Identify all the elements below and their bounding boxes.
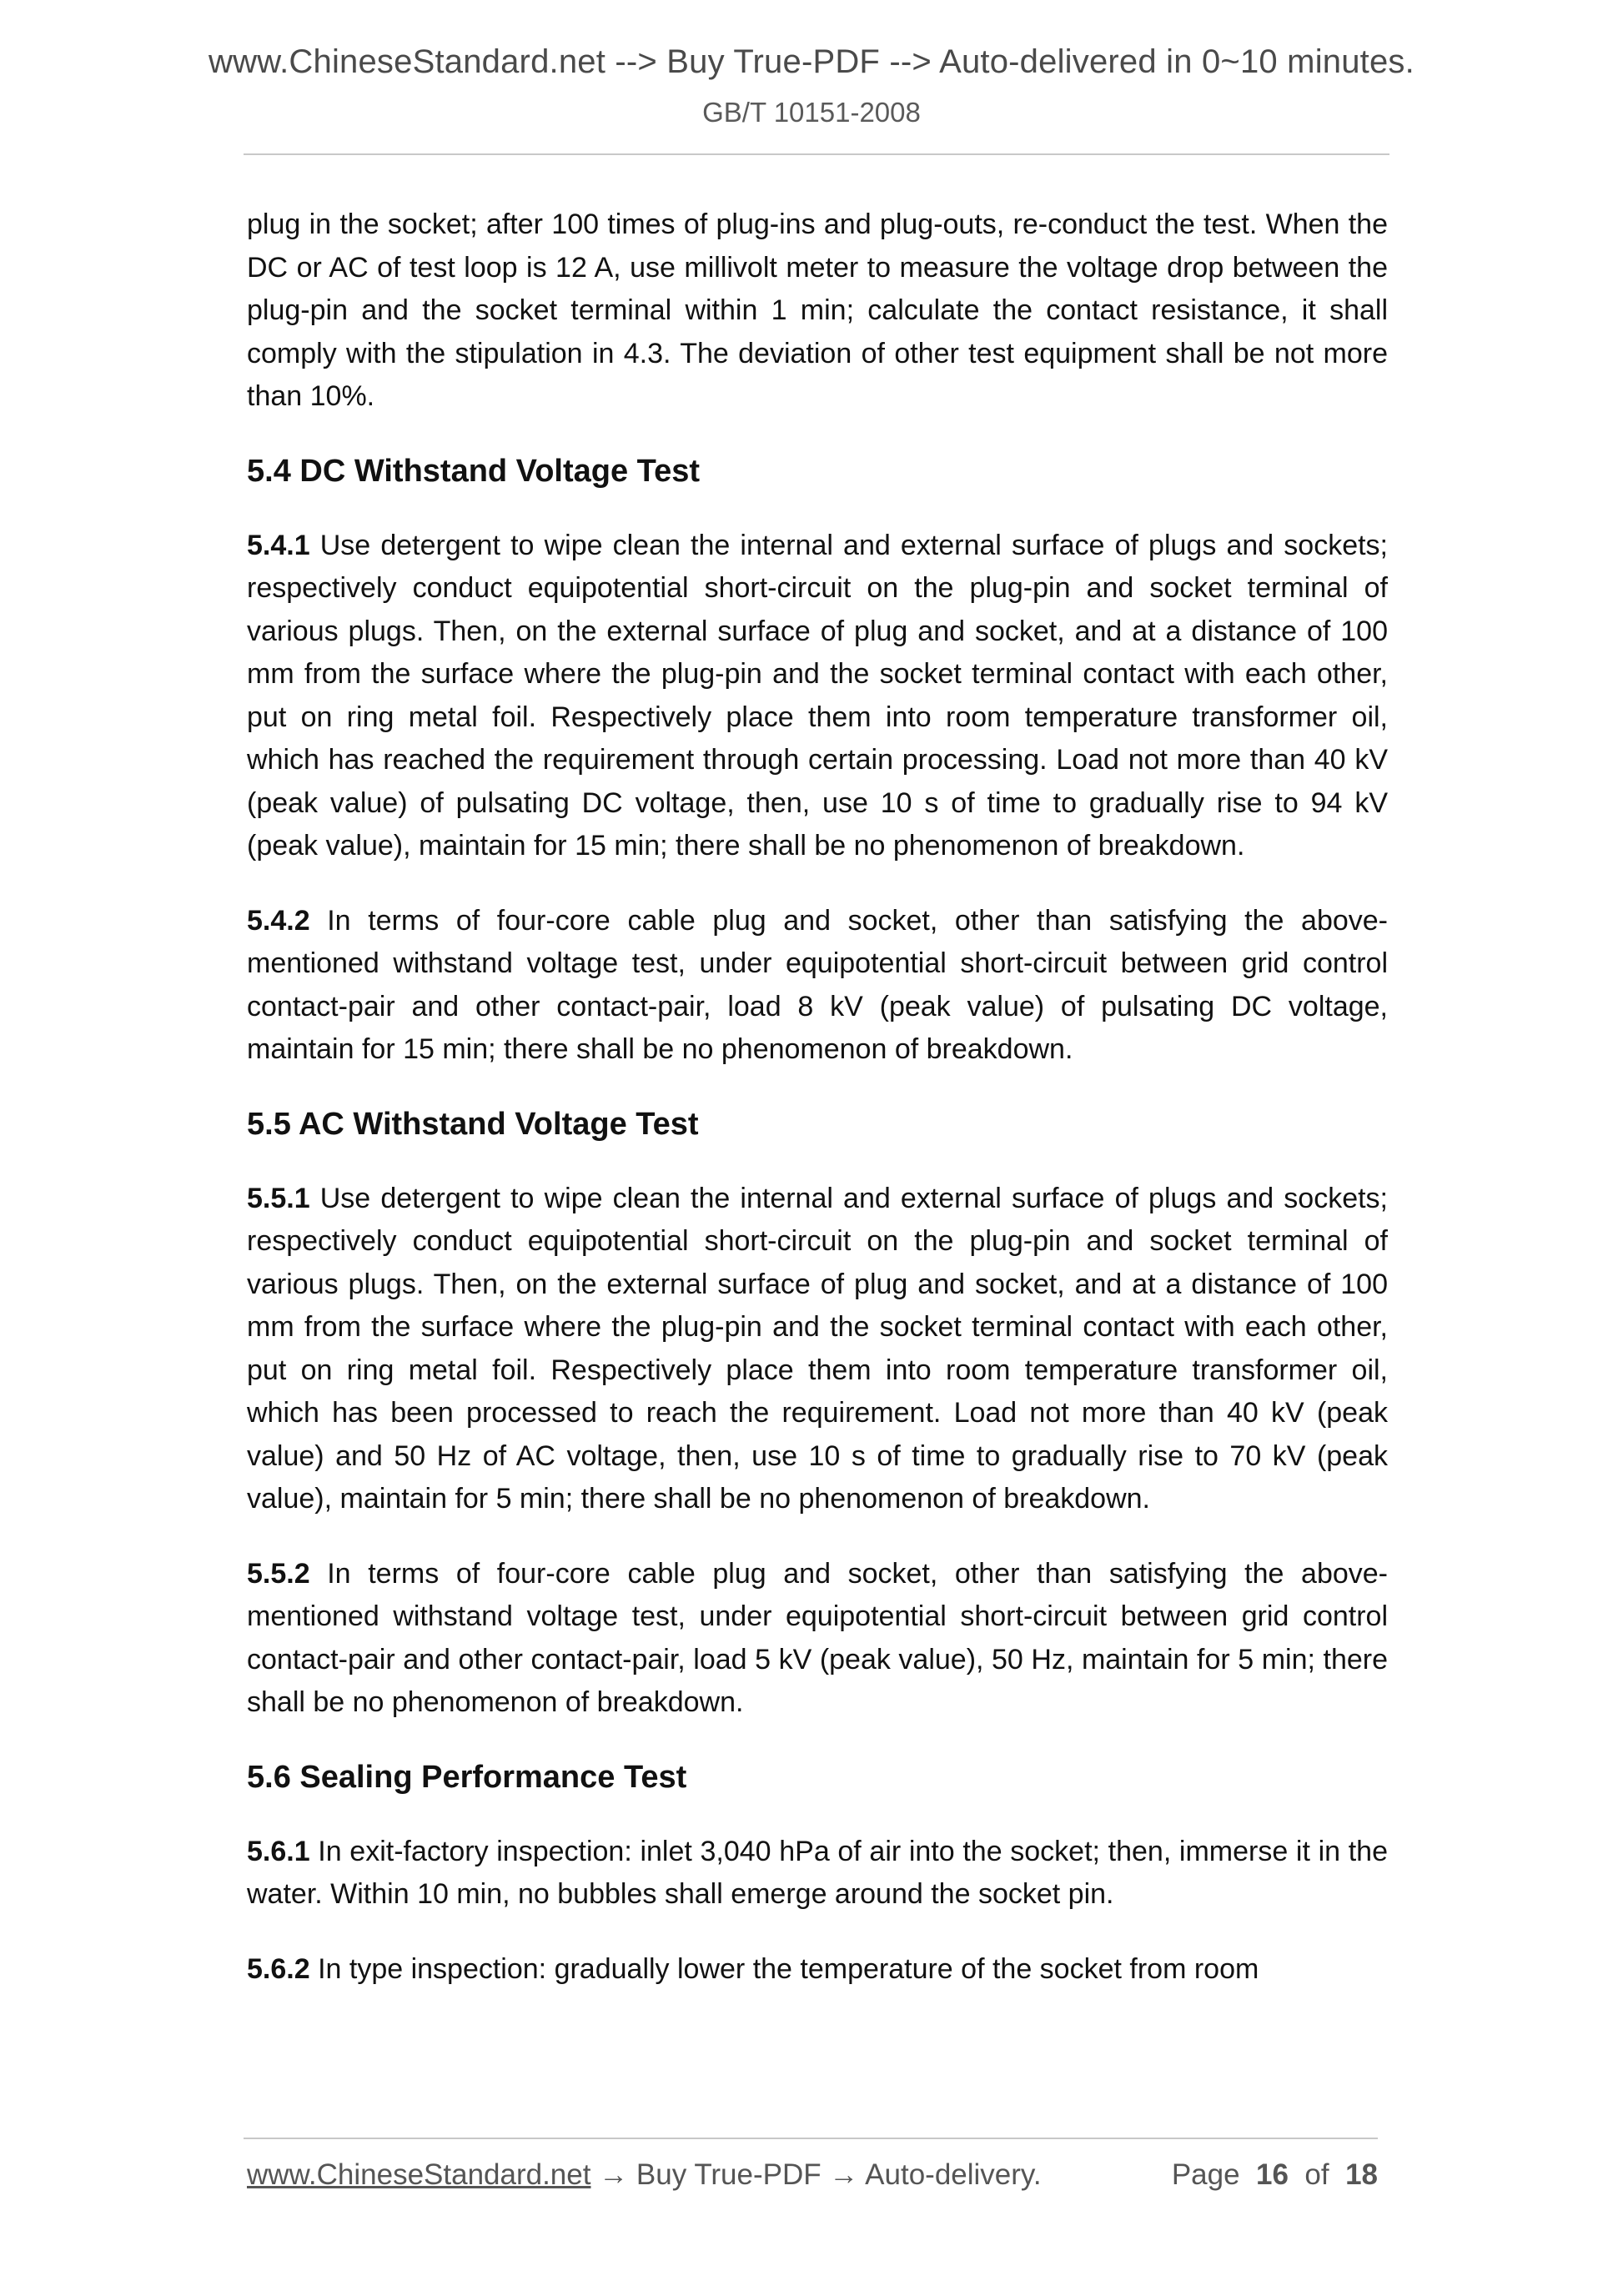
clause-number: 5.6.1	[247, 1835, 310, 1867]
section-heading-5-6: 5.6 Sealing Performance Test	[247, 1759, 687, 1795]
clause-number: 5.6.2	[247, 1952, 310, 1985]
footer-website-link[interactable]: www.ChineseStandard.net	[247, 2158, 591, 2191]
clause-text: In type inspection: gradually lower the temperature of the socket from room	[309, 1952, 1259, 1985]
clause-5-6-1	[247, 1831, 1388, 1917]
clause-5-4-2	[247, 900, 1388, 1072]
page-of: of	[1304, 2158, 1329, 2191]
clause-5-4-1	[247, 525, 1388, 868]
clause-number: 5.4.1	[247, 529, 310, 561]
header-banner: www.ChineseStandard.net --> Buy True-PDF --> Auto-delivered in 0~10 minutes.	[209, 43, 1414, 80]
intro-paragraph: plug in the socket; after 100 times of plug-ins and plug-outs, re-conduct the test. When the DC or AC of test loop is 12 A, use millivolt meter to measure the voltage drop between the plug-pin and the socket terminal within 1 min; calculate the contact resistance, it shall comply with the stipulation in 4.3. The deviation of other test equipment shall be not more than 10%.	[247, 208, 1388, 412]
section-heading-5-5: 5.5 AC Withstand Voltage Test	[247, 1106, 699, 1142]
clause-number: 5.5.2	[247, 1557, 310, 1590]
clause-5-5-2	[247, 1553, 1388, 1725]
clause-5-6-2	[247, 1948, 1388, 1992]
page-current: 16	[1256, 2158, 1289, 2191]
footer-divider	[244, 2138, 1378, 2139]
clause-number: 5.4.2	[247, 904, 310, 937]
clause-text: Use detergent to wipe clean the internal and external surface of plugs and sockets; respectively conduct equipotential short-circuit on the plug-pin and socket terminal of various plugs. Then, on the external surface of plug and socket, and at a distance of 100 mm from the surface where the plug-pin and the socket terminal contact with each other, put on ring metal foil. Respectively place them into room temperature transformer oil, which has been processed to reach the requirement. Load not more than 40 kV (peak value) and 50 Hz of AC voltage, then, use 10 s of time to gradually rise to 70 kV (peak value), maintain for 5 min; there shall be no phenomenon of breakdown.	[247, 1182, 1388, 1515]
clause-number: 5.5.1	[247, 1182, 310, 1214]
section-heading-5-4: 5.4 DC Withstand Voltage Test	[247, 453, 700, 489]
footer-tagline: → Buy True-PDF → Auto-delivery.	[590, 2158, 1042, 2191]
page-indicator	[1172, 2158, 1378, 2192]
standard-code: GB/T 10151-2008	[702, 97, 921, 128]
header-divider	[244, 153, 1389, 155]
document-body	[247, 203, 1388, 2022]
page-footer	[247, 2158, 1378, 2192]
clause-text: In terms of four-core cable plug and socket, other than satisfying the above-mentioned withstand voltage test, under equipotential short-circuit between grid control contact-pair and other contact-pair, load 5 kV (peak value), 50 Hz, maintain for 5 min; there shall be no phenomenon of breakdown.	[247, 1557, 1388, 1718]
page-label: Page	[1171, 2158, 1240, 2191]
clause-5-5-1	[247, 1178, 1388, 1521]
page-total: 18	[1345, 2158, 1378, 2191]
clause-text: Use detergent to wipe clean the internal and external surface of plugs and sockets; respectively conduct equipotential short-circuit on the plug-pin and socket terminal of various plugs. Then, on the external surface of plug and socket, and at a distance of 100 mm from the surface where the plug-pin and the socket terminal contact with each other, put on ring metal foil. Respectively place them into room temperature transformer oil, which has reached the requirement through certain processing. Load not more than 40 kV (peak value) of pulsating DC voltage, then, use 10 s of time to gradually rise to 94 kV (peak value), maintain for 15 min; there shall be no phenomenon of breakdown.	[247, 529, 1388, 862]
clause-text: In exit-factory inspection: inlet 3,040 hPa of air into the socket; then, immerse it in the water. Within 10 min, no bubbles shall emerge around the socket pin.	[247, 1835, 1388, 1910]
clause-text: In terms of four-core cable plug and socket, other than satisfying the above-mentioned withstand voltage test, under equipotential short-circuit between grid control contact-pair and other contact-pair, load 8 kV (peak value) of pulsating DC voltage, maintain for 15 min; there shall be no phenomenon of breakdown.	[247, 904, 1388, 1065]
